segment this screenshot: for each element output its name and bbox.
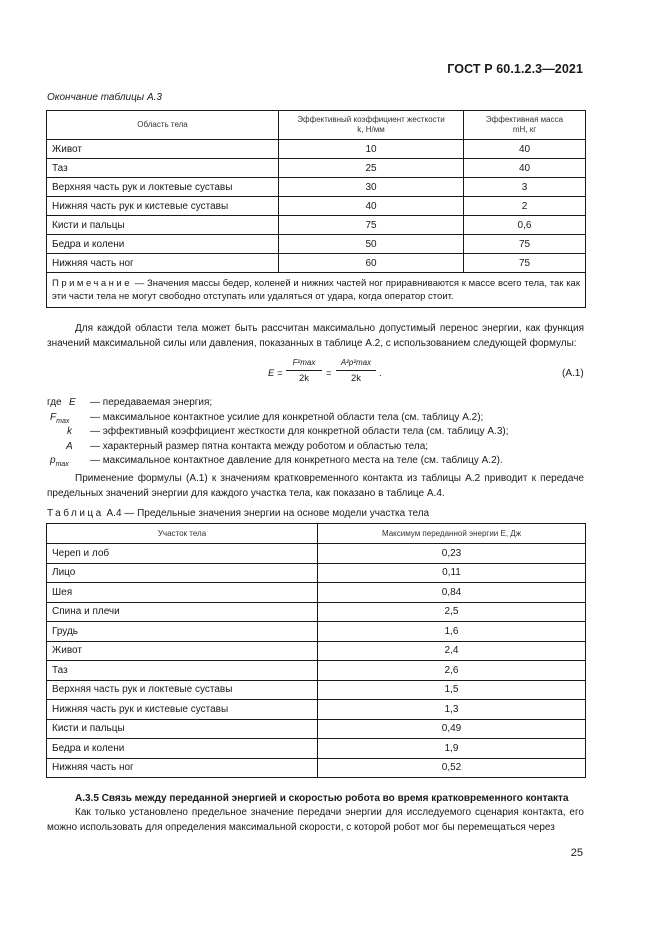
- table-a4-caption: [47, 508, 429, 519]
- table-a4-col-energy: Максимум переданной энергии Е, Дж: [318, 524, 586, 544]
- formula-number: (А.1): [562, 368, 584, 379]
- definition-symbol: [67, 425, 72, 440]
- energy-cell: 0,52: [318, 758, 586, 778]
- symbol-subscript: max: [55, 461, 69, 468]
- energy-cell: 2,5: [318, 602, 586, 622]
- section-text: Как только установлено предельное значение передачи энергии для исследуемого сценария контакта, его можно использовать для определения максимальной скорости, с которой робот мог бы перемещаться через: [47, 807, 584, 833]
- table-a4-caption-text: А.4 — Предельные значения энергии на основе модели участка тела: [103, 508, 430, 519]
- stiffness-cell: 75: [279, 216, 464, 235]
- mass-cell: 40: [464, 159, 586, 178]
- mass-cell: 75: [464, 254, 586, 273]
- mass-cell: 2: [464, 197, 586, 216]
- mass-cell: 0,6: [464, 216, 586, 235]
- note-text: — Значения массы бедер, коленей и нижних частей ног приравниваются к массе всего тела, так как эти части тела не могут свободно отступать или удаляться от удара, когда оператор стоит.: [52, 278, 580, 302]
- stiffness-cell: 50: [279, 235, 464, 254]
- mass-cell: 3: [464, 178, 586, 197]
- mass-header-line2: mН, кг: [512, 125, 537, 134]
- paragraph-1: Для каждой области тела может быть рассчитан максимально допустимый перенос энергии, как функция значений максимальной силы или давления, показанных в таблице А.2, с использованием следующей формулы:: [47, 323, 584, 349]
- table-a4-col-area: Участок тела: [47, 524, 318, 544]
- stiffness-header-line2: k, Н/мм: [357, 125, 385, 134]
- page-number: 25: [570, 847, 583, 859]
- energy-cell: 1,9: [318, 739, 586, 759]
- table-a4-row: [47, 622, 586, 642]
- definition-text: — характерный размер пятна контакта между роботом и областью тела;: [90, 440, 429, 452]
- stiffness-header-line1: Эффективный коэффициент жесткости: [297, 115, 445, 124]
- formula-dot: .: [379, 368, 382, 379]
- table-a4: [46, 523, 586, 778]
- document-id: ГОСТ Р 60.1.2.3—2021: [447, 62, 583, 76]
- formula-lhs: E =: [268, 368, 283, 379]
- body-area-cell: Бедра и колени: [47, 235, 279, 254]
- table-a3-row: [47, 235, 586, 254]
- table-a4-row: [47, 544, 586, 564]
- table-a4-row: [47, 602, 586, 622]
- stiffness-cell: 40: [279, 197, 464, 216]
- table-a4-row: [47, 739, 586, 759]
- table-a4-row: [47, 563, 586, 583]
- table-a4-row: [47, 680, 586, 700]
- definition-text: — максимальное контактное усилие для конкретной области тела (см. таблицу А.2);: [90, 411, 484, 423]
- body-area-cell: Кисти и пальцы: [47, 216, 279, 235]
- table-a3-col-area: Область тела: [47, 111, 279, 140]
- table-a3-col-stiffness: [279, 111, 464, 140]
- body-area-cell: Кисти и пальцы: [47, 719, 318, 739]
- table-a3-header: [47, 111, 586, 140]
- symbol-k: k: [67, 426, 72, 437]
- table-a4-row: [47, 641, 586, 661]
- energy-cell: 1,6: [318, 622, 586, 642]
- mass-header-line1: Эффективная масса: [485, 115, 564, 124]
- table-a3-col-mass: [464, 111, 586, 140]
- body-area-cell: Нижняя часть рук и кистевые суставы: [47, 700, 318, 720]
- table-a3-row: [47, 216, 586, 235]
- definition-symbol: [66, 440, 73, 455]
- definition-symbol: [69, 396, 76, 411]
- body-area-cell: Череп и лоб: [47, 544, 318, 564]
- body-area-cell: Нижняя часть ног: [47, 758, 318, 778]
- body-area-cell: Живот: [47, 641, 318, 661]
- body-area-cell: Таз: [47, 661, 318, 681]
- definition-text: — максимальное контактное давление для конкретного места на теле (см. таблицу А.2).: [90, 455, 503, 466]
- table-a4-header: [47, 524, 586, 544]
- body-area-cell: Верхняя часть рук и локтевые суставы: [47, 178, 279, 197]
- stiffness-cell: 60: [279, 254, 464, 273]
- formula-denominator-2: 2k: [350, 373, 362, 384]
- body-area-cell: Спина и плечи: [47, 602, 318, 622]
- energy-cell: 1,3: [318, 700, 586, 720]
- body-area-cell: Таз: [47, 159, 279, 178]
- energy-cell: 1,5: [318, 680, 586, 700]
- body-area-cell: Бедра и колени: [47, 739, 318, 759]
- formula-numerator-1: F²max: [292, 358, 316, 367]
- table-a4-row: [47, 758, 586, 778]
- table-a3-row: [47, 178, 586, 197]
- stiffness-cell: 10: [279, 140, 464, 159]
- table-a4-row: [47, 700, 586, 720]
- stiffness-cell: 30: [279, 178, 464, 197]
- table-a4-row: [47, 661, 586, 681]
- formula-denominator-1: 2k: [298, 373, 310, 384]
- paragraph-2: Применение формулы (А.1) к значениям кратковременного контакта из таблицы А.2 приводит к передаче предельных значений энергии для каждого участка тела, как показано в таблице А.4.: [47, 473, 584, 499]
- section-heading: А.3.5 Связь между переданной энергией и скоростью робота во время кратковременного контакта: [75, 793, 569, 804]
- energy-cell: 0,11: [318, 563, 586, 583]
- table-a3-row: [47, 140, 586, 159]
- definition-text: — эффективный коэффициент жесткости для конкретной области тела (см. таблицу А.3);: [90, 426, 509, 437]
- definition-text: — передаваемая энергия;: [90, 397, 213, 408]
- body-area-cell: Нижняя часть ног: [47, 254, 279, 273]
- energy-cell: 0,23: [318, 544, 586, 564]
- body-area-cell: Верхняя часть рук и локтевые суставы: [47, 680, 318, 700]
- body-area-cell: Шея: [47, 583, 318, 603]
- definitions-prefix: где: [47, 397, 62, 408]
- mass-cell: 75: [464, 235, 586, 254]
- energy-cell: 2,6: [318, 661, 586, 681]
- table-a3-row: [47, 254, 586, 273]
- mass-cell: 40: [464, 140, 586, 159]
- formula-numerator-2: A²p²max: [340, 358, 372, 367]
- energy-cell: 2,4: [318, 641, 586, 661]
- fraction-bar-1: [286, 370, 322, 371]
- symbol-e: E: [69, 397, 76, 408]
- table-a3-caption: Окончание таблицы А.3: [47, 92, 162, 103]
- table-a4-row: [47, 583, 586, 603]
- fraction-bar-2: [336, 370, 376, 371]
- symbol-f: F: [50, 411, 57, 423]
- symbol-a: A: [66, 440, 73, 452]
- table-a3-row: [47, 197, 586, 216]
- table-a3-note: [47, 273, 586, 308]
- formula-equals: =: [326, 368, 332, 379]
- symbol-subscript: max: [56, 417, 70, 425]
- symbol-p: p: [50, 455, 56, 466]
- stiffness-cell: 25: [279, 159, 464, 178]
- formula-a1: [268, 356, 408, 390]
- table-a3: [46, 110, 586, 308]
- table-a3-note-row: [47, 273, 586, 308]
- body-area-cell: Лицо: [47, 563, 318, 583]
- table-a4-caption-label: Таблица: [47, 508, 104, 519]
- table-a3-row: [47, 159, 586, 178]
- body-area-cell: Живот: [47, 140, 279, 159]
- definition-symbol: [50, 454, 69, 473]
- body-area-cell: Нижняя часть рук и кистевые суставы: [47, 197, 279, 216]
- table-a4-row: [47, 719, 586, 739]
- energy-cell: 0,49: [318, 719, 586, 739]
- note-label: Примечание: [52, 278, 132, 289]
- body-area-cell: Грудь: [47, 622, 318, 642]
- energy-cell: 0,84: [318, 583, 586, 603]
